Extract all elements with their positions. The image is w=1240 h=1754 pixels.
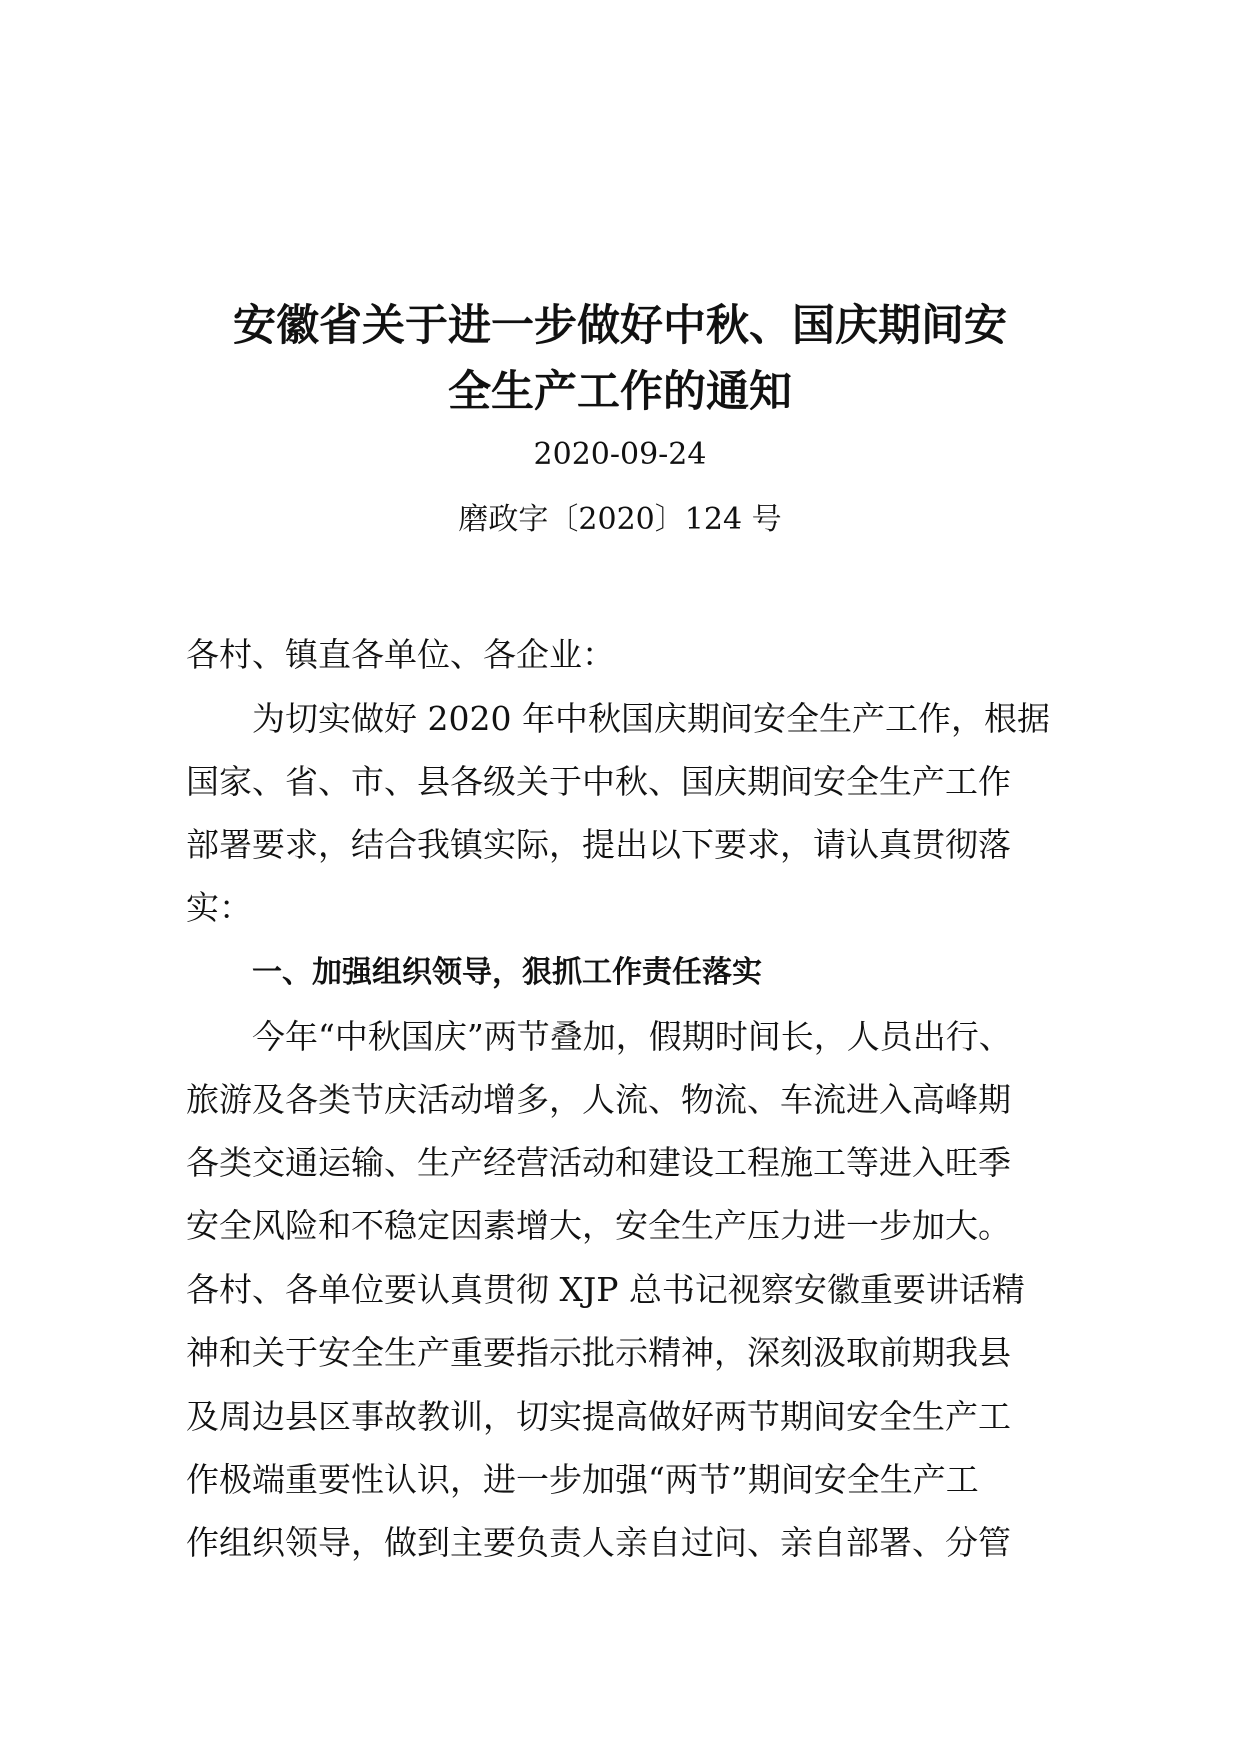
- paragraph-2-line-4: 安全风险和不稳定因素增大，安全生产压力进一步加大。: [186, 1206, 1011, 1245]
- document-date: 2020-09-24: [533, 437, 707, 472]
- document-title-line-2: 全生产工作的通知: [448, 367, 792, 417]
- section-1-heading: 一、加强组织领导，狠抓工作责任落实: [252, 955, 762, 990]
- paragraph-1-line-2: 国家、省、市、县各级关于中秋、国庆期间安全生产工作: [186, 762, 1011, 801]
- paragraph-2-line-6: 神和关于安全生产重要指示批示精神，深刻汲取前期我县: [186, 1333, 1011, 1372]
- paragraph-2-line-5: 各村、各单位要认真贯彻 XJP 总书记视察安徽重要讲话精: [186, 1270, 1025, 1309]
- paragraph-2-line-2: 旅游及各类节庆活动增多，人流、物流、车流进入高峰期: [186, 1080, 1011, 1119]
- paragraph-2-line-8: 作极端重要性认识，进一步加强“两节”期间安全生产工: [186, 1460, 979, 1499]
- paragraph-1-line-3: 部署要求，结合我镇实际，提出以下要求，请认真贯彻落: [186, 825, 1011, 864]
- paragraph-2-line-1: 今年“中秋国庆”两节叠加，假期时间长，人员出行、: [252, 1017, 1012, 1056]
- salutation: 各村、镇直各单位、各企业：: [186, 635, 615, 674]
- paragraph-1-line-1: 为切实做好 2020 年中秋国庆期间安全生产工作，根据: [252, 699, 1050, 738]
- paragraph-1-line-4: 实：: [186, 888, 252, 927]
- paragraph-2-line-9: 作组织领导，做到主要负责人亲自过问、亲自部署、分管: [186, 1523, 1011, 1562]
- document-number: 磨政字〔2020〕124 号: [458, 502, 782, 537]
- paragraph-2-line-7: 及周边县区事故教训，切实提高做好两节期间安全生产工: [186, 1397, 1011, 1436]
- paragraph-2-line-3: 各类交通运输、生产经营活动和建设工程施工等进入旺季: [186, 1143, 1011, 1182]
- document-title-line-1: 安徽省关于进一步做好中秋、国庆期间安: [233, 301, 1007, 351]
